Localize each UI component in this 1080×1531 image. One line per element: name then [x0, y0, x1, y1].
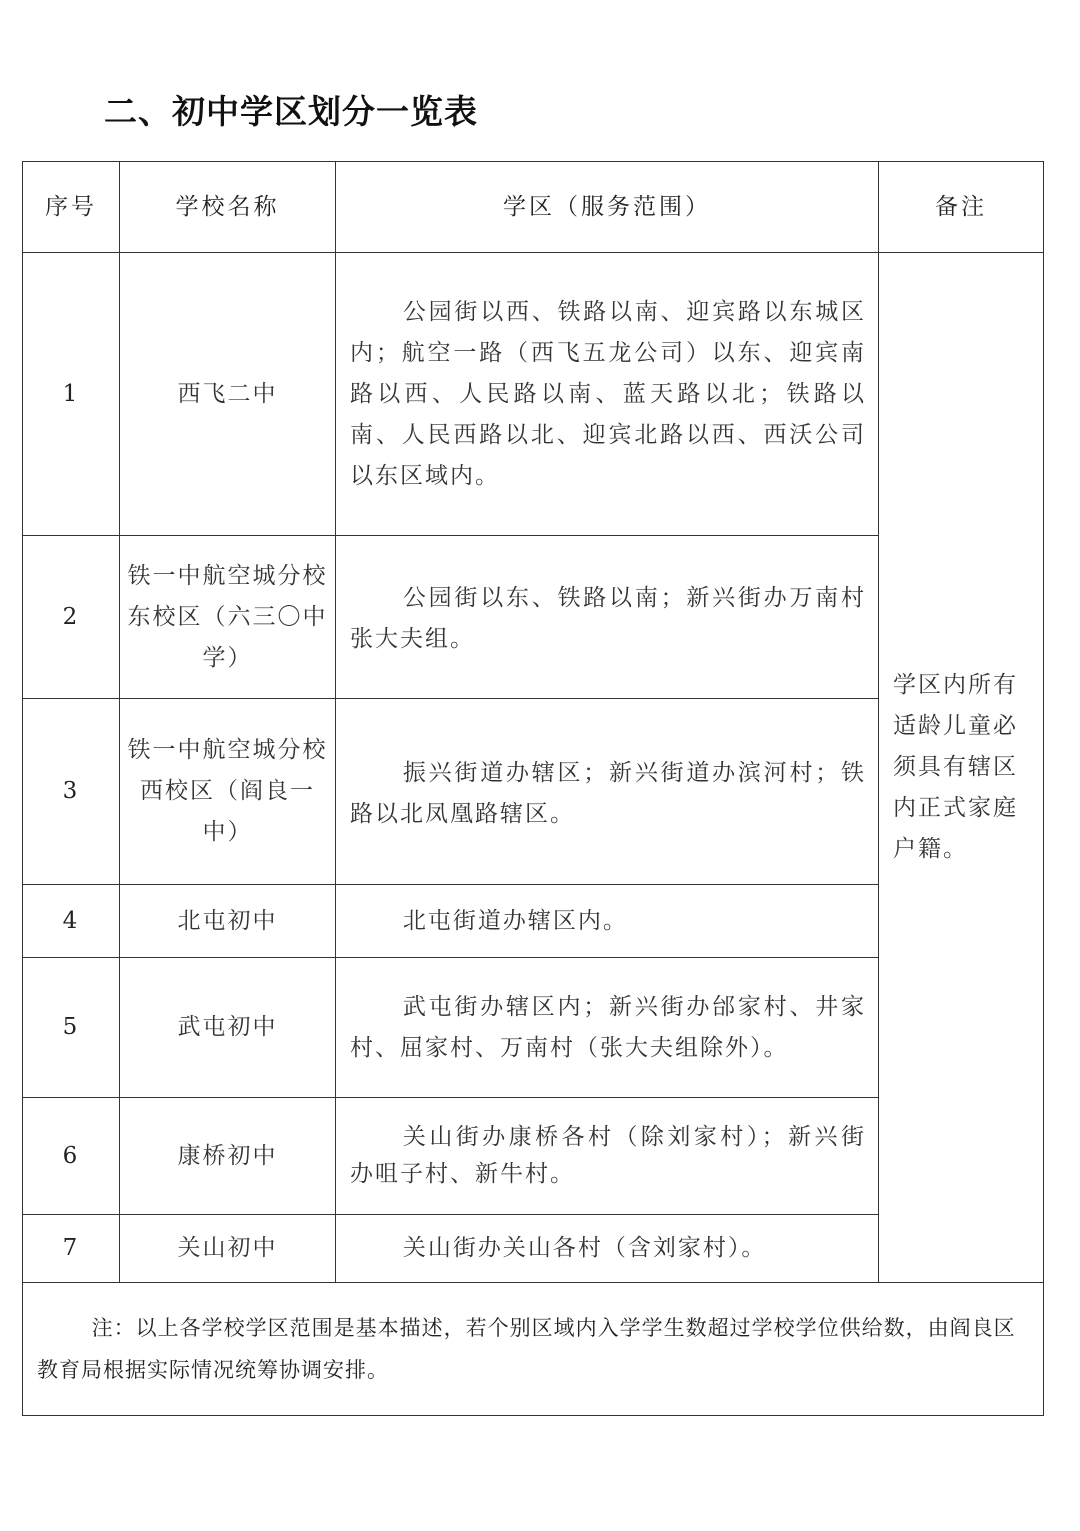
row-no: 2	[23, 536, 120, 699]
header-school: 学校名称	[120, 162, 336, 253]
row-no: 4	[23, 885, 120, 958]
service-area: 振兴街道办辖区；新兴街道办滨河村；铁路以北凤凰路辖区。	[336, 699, 879, 885]
school-name: 关山初中	[120, 1215, 336, 1283]
note-row	[23, 1283, 1044, 1416]
table-note: 注：以上各学校学区范围是基本描述，若个别区域内入学学生数超过学校学位供给数，由阎良区教育局根据实际情况统筹协调安排。	[23, 1283, 1044, 1416]
school-district-table	[22, 161, 1044, 1416]
header-no: 序号	[23, 162, 120, 253]
page-title: 二、初中学区划分一览表	[104, 92, 478, 131]
school-name: 铁一中航空城分校东校区（六三〇中学）	[120, 536, 336, 699]
row-no: 1	[23, 253, 120, 536]
table-row	[23, 253, 1044, 536]
service-area: 公园街以西、铁路以南、迎宾路以东城区内；航空一路（西飞五龙公司）以东、迎宾南路以西、人民路以南、蓝天路以北；铁路以南、人民西路以北、迎宾北路以西、西沃公司以东区域内。	[336, 253, 879, 536]
row-no: 7	[23, 1215, 120, 1283]
service-area: 关山街办康桥各村（除刘家村）；新兴街办咀子村、新牛村。	[336, 1098, 879, 1215]
header-area: 学区（服务范围）	[336, 162, 879, 253]
service-area: 关山街办关山各村（含刘家村）。	[336, 1215, 879, 1283]
school-name: 铁一中航空城分校西校区（阎良一中）	[120, 699, 336, 885]
remark-cell: 学区内所有适龄儿童必须具有辖区内正式家庭户籍。	[879, 253, 1044, 1283]
row-no: 3	[23, 699, 120, 885]
row-no: 6	[23, 1098, 120, 1215]
header-remark: 备注	[879, 162, 1044, 253]
table-header-row	[23, 162, 1044, 253]
service-area: 公园街以东、铁路以南；新兴街办万南村张大夫组。	[336, 536, 879, 699]
school-name: 西飞二中	[120, 253, 336, 536]
school-name: 武屯初中	[120, 958, 336, 1098]
school-name: 北屯初中	[120, 885, 336, 958]
row-no: 5	[23, 958, 120, 1098]
service-area: 北屯街道办辖区内。	[336, 885, 879, 958]
school-name: 康桥初中	[120, 1098, 336, 1215]
service-area: 武屯街办辖区内；新兴街办邰家村、井家村、屈家村、万南村（张大夫组除外）。	[336, 958, 879, 1098]
